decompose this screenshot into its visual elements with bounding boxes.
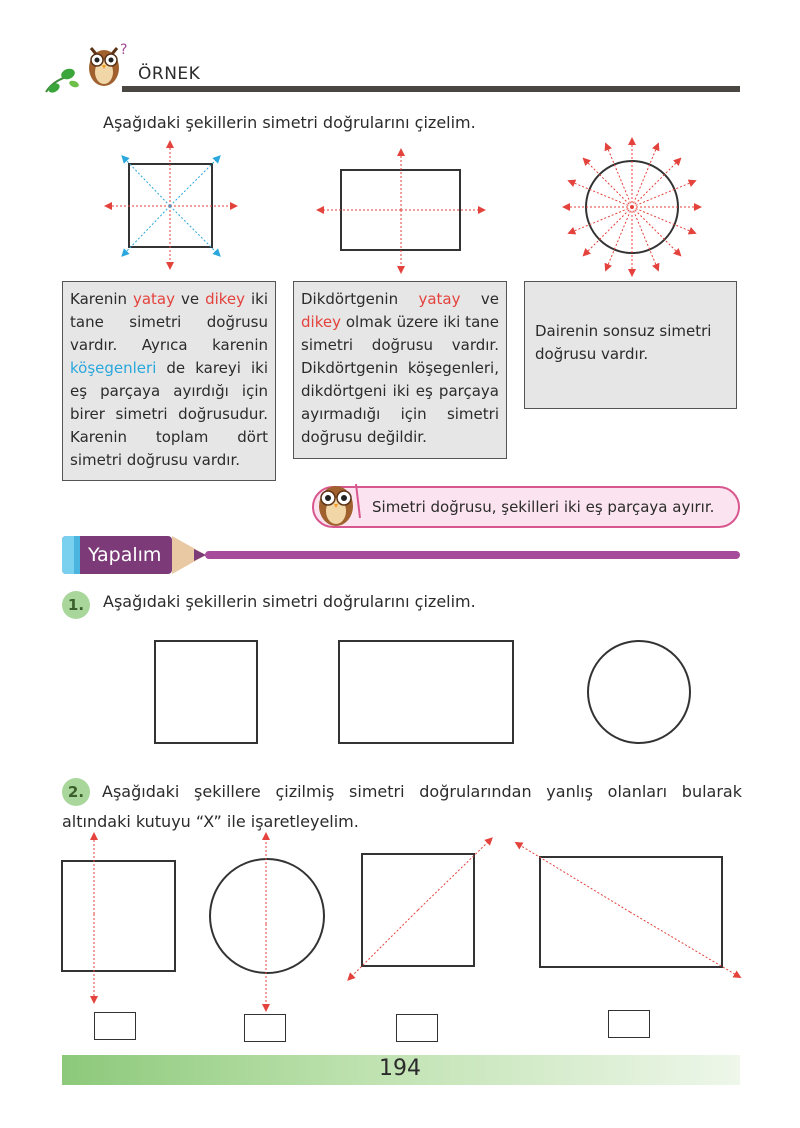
square-explanation-box: [62, 281, 276, 481]
pencil-line: [205, 551, 740, 559]
symmetry-ray: [607, 207, 632, 268]
owl-teacher-icon: [310, 474, 366, 530]
symmetry-ray: [632, 182, 693, 207]
text-span: iki tane simetri doğrusu vardır. Ayrıca karenin: [70, 290, 269, 354]
horizontal-word: yatay: [418, 290, 461, 308]
owl-logo-icon: [82, 40, 136, 90]
answer-checkbox-1[interactable]: [94, 1012, 136, 1040]
text-span: Dikdörtgenin: [301, 290, 419, 308]
vertical-word: dikey: [205, 290, 246, 308]
circle-symmetry-figure: [562, 138, 702, 276]
rectangle-explanation-box: [293, 281, 507, 459]
question-number-2: 2.: [62, 778, 90, 806]
q2-circle-figure: [206, 834, 328, 1012]
text-span: Karenin: [70, 290, 133, 308]
answer-checkbox-2[interactable]: [244, 1014, 286, 1042]
page-number: 194: [379, 1056, 421, 1081]
yapalim-badge: Yapalım: [62, 536, 172, 574]
q1-rectangle-figure: [338, 640, 514, 744]
pencil-stripe: [74, 536, 80, 574]
svg-text:?: ?: [120, 42, 128, 58]
q2-rectangle-diagonal-figure: [514, 840, 742, 980]
leaf-icon: [44, 64, 84, 98]
info-note: Simetri doğrusu, şekilleri iki eş parçaya ayırır.: [312, 486, 740, 528]
intro-instruction: Aşağıdaki şekillerin simetri doğrularını çizelim.: [103, 113, 476, 132]
text-span: de kareyi iki eş parçaya ayırdığı için birer simetri doğrusudur. Karenin toplam dört simetri doğrusu vardır.: [70, 359, 268, 469]
q2-square-diagonal-figure: [346, 836, 496, 986]
text-span: ve: [460, 290, 499, 308]
symmetry-ray: [632, 146, 657, 207]
q2-square-figure: [60, 834, 180, 1004]
square-symmetry-figure: [100, 140, 250, 270]
rectangle-symmetry-figure: [316, 148, 488, 274]
question-2-text: Aşağıdaki şekillere çizilmiş simetri doğrularından yanlış olanları bularak altındaki kutuyu “X” ile işaretleyelim.: [62, 782, 742, 831]
symmetry-ray: [632, 207, 657, 268]
symmetry-ray: [607, 146, 632, 207]
diagonals-word: köşegenleri: [70, 359, 157, 377]
section-title: ÖRNEK: [138, 64, 201, 84]
header-divider: [122, 86, 740, 92]
horizontal-word: yatay: [132, 290, 176, 308]
text-span: ve: [175, 290, 206, 308]
vertical-word: dikey: [301, 313, 341, 331]
symmetry-ray: [571, 207, 632, 232]
text-span: Dairenin sonsuz simetri doğrusu vardır.: [535, 322, 712, 363]
q1-square-figure: [154, 640, 258, 744]
answer-checkbox-3[interactable]: [396, 1014, 438, 1042]
symmetry-ray: [571, 182, 632, 207]
symmetry-ray: [632, 207, 693, 232]
circle-explanation-box: [524, 281, 737, 409]
q1-circle-figure: [587, 640, 691, 744]
answer-checkbox-4[interactable]: [608, 1010, 650, 1038]
text-span: olmak üzere iki tane simetri doğrusu vardır. Dikdörtgenin köşegenleri, dikdörtgeni iki eş parçaya ayırmadığı için simetri doğrusu değildir.: [301, 313, 499, 446]
question-number-1: 1.: [62, 591, 90, 619]
pencil-tip-icon: [172, 536, 208, 574]
question-1-text: Aşağıdaki şekillerin simetri doğrularını çizelim.: [103, 592, 476, 611]
